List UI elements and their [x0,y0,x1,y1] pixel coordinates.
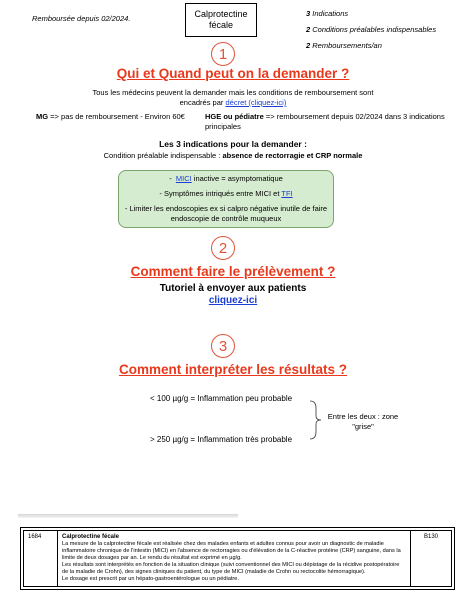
section1-title: Qui et Quand peut on la demander ? [116,66,350,81]
page-title-box [185,3,257,37]
mici-link[interactable]: MICI [175,174,192,183]
section2-title: Comment faire le prélèvement ? [130,264,336,279]
result-low: < 100 µg/g = Inflammation peu probable [150,394,293,403]
summary-item: 2 Conditions préalables indispensables [306,25,437,34]
mg-line: MG => pas de remboursement - Environ 60€ [36,112,185,121]
act-coefficient: B130 [423,534,438,540]
table-row [23,530,452,587]
section-number-2: 2 [211,236,235,260]
tutorial-link-wrap [0,295,466,306]
act-title: Calprotectine fécale [62,534,120,540]
page-title: Calprotectine fécale [194,9,248,30]
hge-line: HGE ou pédiatre => remboursement depuis 02/2024 dans 3 indications principales [205,112,445,131]
indications-box [118,170,334,228]
summary-item: 3 Indications [306,9,349,18]
condition-line: Condition préalable indispensable : absence de rectorragie et CRP normale [103,151,363,160]
act-description [58,531,411,586]
grey-zone-note: Entre les deux : zone "grise" [327,412,399,431]
intro-text: Tous les médecins peuvent la demander mais les conditions de remboursement sont encadrés par décret (cliquez-ici) [92,88,374,107]
tutorial-label: Tutoriel à envoyer aux patients [159,283,307,294]
nomenclature-table [20,527,455,590]
section-number-1: 1 [211,42,235,66]
summary-item: 2 Remboursements/an [306,41,382,50]
section-number-3: 3 [211,334,235,358]
act-code: 1684 [24,531,58,586]
act-paragraph: Le dosage est prescrit par un hépato-gastroentérologue ou un pédiatre. [62,576,239,582]
indications-title: Les 3 indications pour la demander : [159,139,307,149]
reimbursed-note: Remboursée depuis 02/2024. [32,14,131,23]
decret-link[interactable]: décret (cliquez-ici) [225,98,287,107]
summary-list [306,6,436,54]
indication-item: - MICI inactive = asymptomatique [169,174,283,183]
tfi-link[interactable]: TFI [281,189,293,198]
cutoff-text-line [18,514,238,518]
act-paragraph: Les résultats sont interprétés en fonction de la situation clinique (suivi conventionnel des MICI ou dépistage de la récidive postopératoire de la maladie de Crohn), des signes cliniques du patient, du type de MICI (maladie de Crohn ou rectocolite hémorragique). [62,562,400,575]
indication-item: - Limiter les endoscopies ex si calpro négative inutile de faire endoscopie de contrôle muqueux [124,204,328,223]
tutorial-link[interactable]: cliquez-ici [208,295,258,306]
section3-title: Comment interpréter les résultats ? [118,362,348,377]
indication-item: - Symptômes intriqués entre MICI et TFI [159,189,293,198]
result-high: > 250 µg/g = Inflammation très probable [150,435,293,444]
act-paragraph: La mesure de la calprotectine fécale est réalisée chez des malades enfants et adultes connus pour avoir un diagnostic de maladie inflammatoire chronique de l'intestin (MICI) en l'absence de rectorragies ou d'élévation de la C-réactive protéine (CRP) sanguine, dans la limite de deux dosages par an. Le rendu du résultat est exprimé en µg/g. [62,541,401,561]
